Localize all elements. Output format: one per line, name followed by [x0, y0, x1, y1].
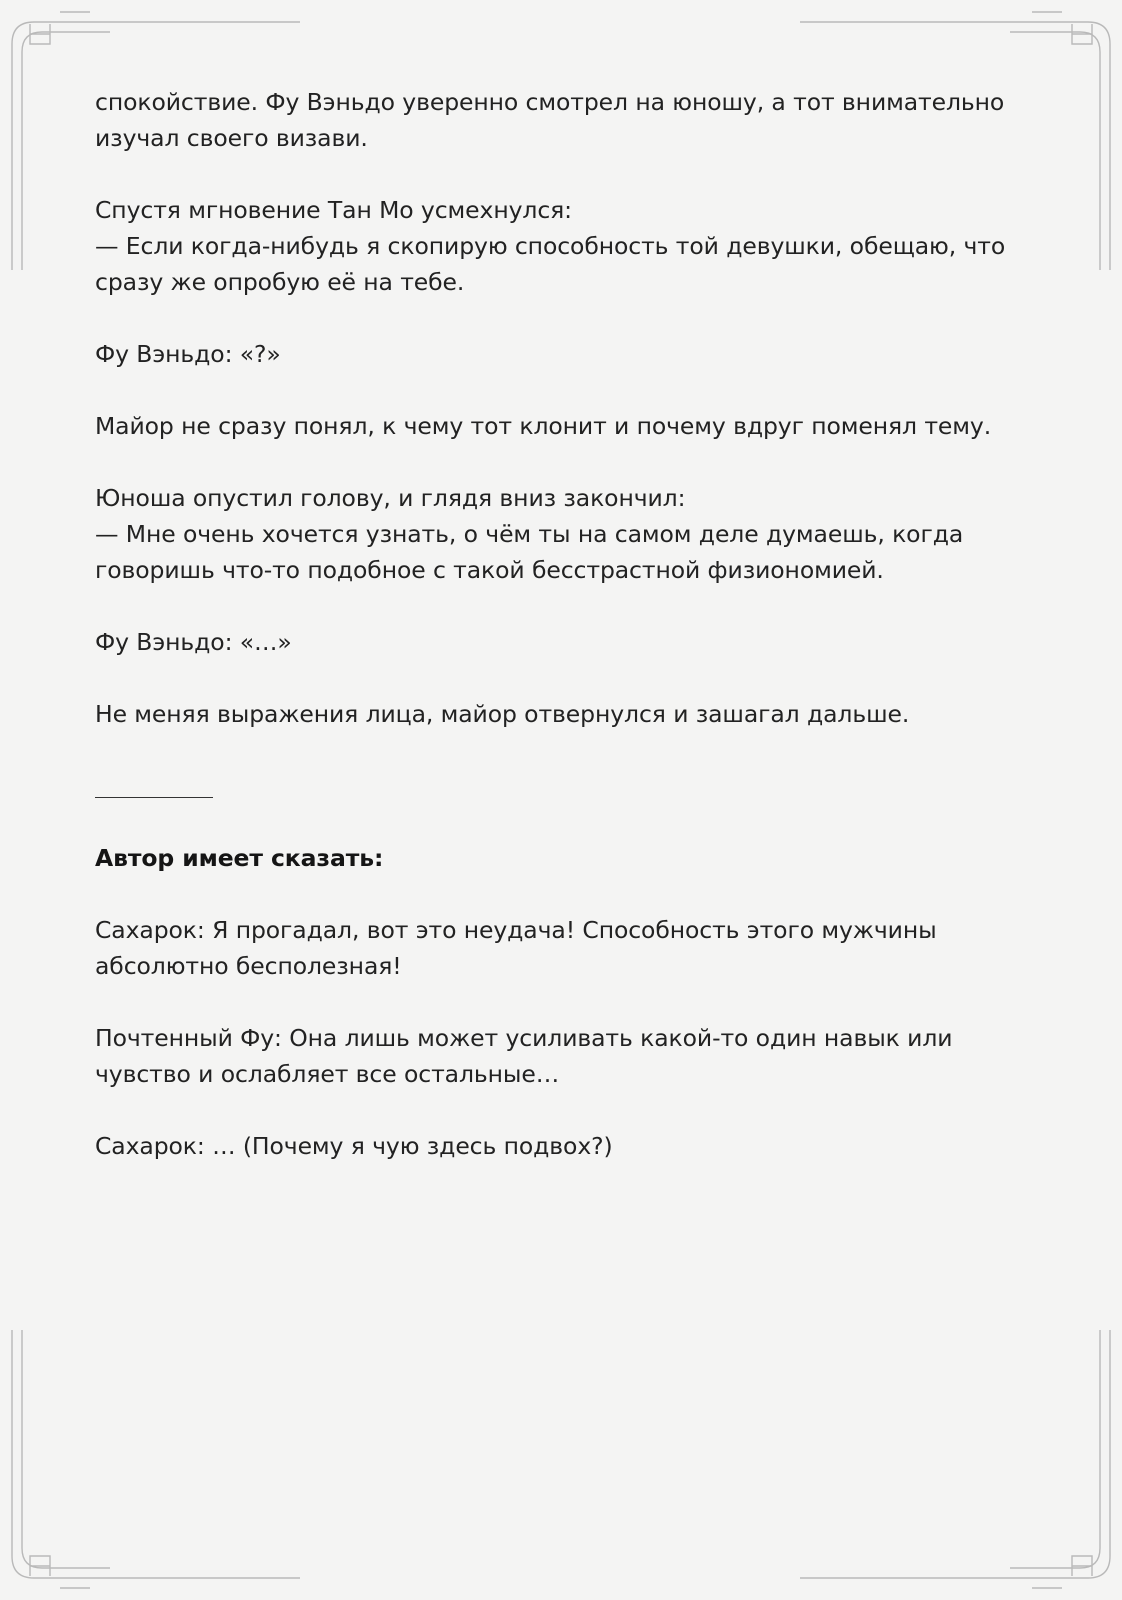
author-note-heading: Автор имеет сказать:: [95, 844, 384, 872]
story-paragraph-3: [95, 336, 1035, 372]
text-line: изучал своего визави.: [95, 124, 368, 152]
text-line: Сахарок: Я прогадал, вот это неудача! Способность этого мужчины: [95, 916, 937, 944]
dialogue-line: говоришь что-то подобное с такой бесстрастной физиономией.: [95, 556, 884, 584]
text-line: Спустя мгновение Тан Мо усмехнулся:: [95, 196, 572, 224]
text-line: Не меняя выражения лица, майор отвернулся и зашагал дальше.: [95, 700, 910, 728]
text-line: спокойствие. Фу Вэньдо уверенно смотрел на юношу, а тот внимательно: [95, 88, 1005, 116]
author-note-paragraph-2: [95, 1020, 1035, 1092]
author-note-paragraph-3: [95, 1128, 1035, 1164]
dialogue-line: — Если когда-нибудь я скопирую способность той девушки, обещаю, что: [95, 232, 1006, 260]
section-separator: [95, 768, 1035, 804]
separator-rule: [95, 797, 213, 798]
text-line: Почтенный Фу: Она лишь может усиливать какой-то один навык или: [95, 1024, 953, 1052]
text-line: абсолютно бесполезная!: [95, 952, 402, 980]
dialogue-line: — Мне очень хочется узнать, о чём ты на самом деле думаешь, когда: [95, 520, 964, 548]
story-paragraph-2: [95, 192, 1035, 300]
text-body: [95, 84, 1035, 1200]
story-paragraph-4: [95, 408, 1035, 444]
text-line: Фу Вэньдо: «?»: [95, 340, 281, 368]
story-paragraph-1: [95, 84, 1035, 156]
text-line: Фу Вэньдо: «…»: [95, 628, 292, 656]
text-line: Сахарок: … (Почему я чую здесь подвох?): [95, 1132, 613, 1160]
text-line: чувство и ослабляет все остальные…: [95, 1060, 560, 1088]
text-line: Майор не сразу понял, к чему тот клонит и почему вдруг поменял тему.: [95, 412, 992, 440]
story-paragraph-7: [95, 696, 1035, 732]
text-line: Юноша опустил голову, и глядя вниз закончил:: [95, 484, 686, 512]
story-paragraph-6: [95, 624, 1035, 660]
dialogue-line: сразу же опробую её на тебе.: [95, 268, 465, 296]
story-paragraph-5: [95, 480, 1035, 588]
author-note-paragraph-1: [95, 912, 1035, 984]
